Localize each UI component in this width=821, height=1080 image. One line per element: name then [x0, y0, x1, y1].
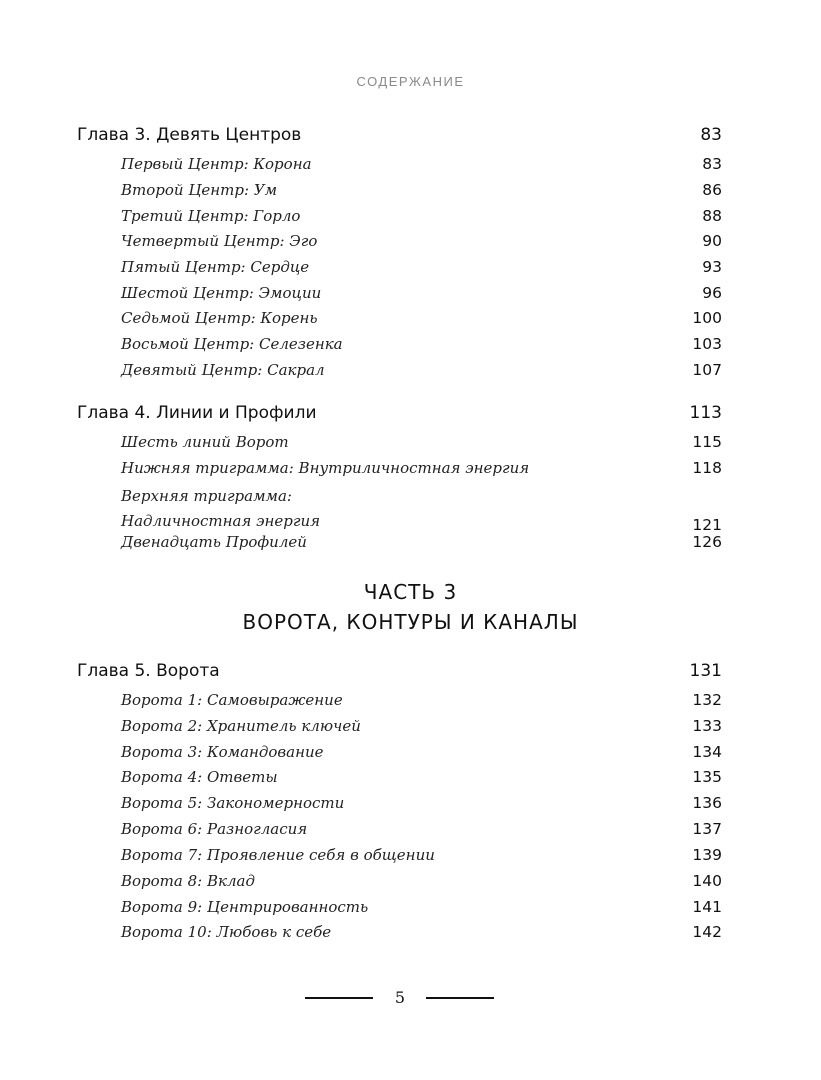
entry-title: Шесть линий Ворот — [121, 433, 289, 451]
toc-entry[interactable] — [121, 258, 722, 276]
entry-title: Ворота 9: Центрированность — [121, 898, 369, 916]
entry-page: 115 — [692, 433, 722, 451]
toc-entry[interactable] — [121, 335, 722, 353]
entry-page: 135 — [692, 768, 722, 786]
entry-title: Пятый Центр: Сердце — [121, 258, 310, 276]
entry-page: 140 — [692, 872, 722, 890]
toc-entry[interactable] — [121, 820, 722, 838]
entry-title-line-1: Верхняя триграмма: — [121, 487, 292, 505]
toc-entry[interactable] — [121, 284, 722, 302]
entry-page: 107 — [692, 361, 722, 379]
entry-title: Восьмой Центр: Селезенка — [121, 335, 343, 353]
entry-title: Ворота 10: Любовь к себе — [121, 923, 332, 941]
entry-page: 88 — [702, 207, 722, 225]
toc-entry[interactable] — [121, 923, 722, 941]
entry-page: 139 — [692, 846, 722, 864]
toc-entry[interactable] — [121, 484, 722, 534]
toc-entry[interactable] — [121, 691, 722, 709]
toc-entry[interactable] — [121, 181, 722, 199]
entry-page: 126 — [692, 533, 722, 551]
entry-title: Ворота 3: Командование — [121, 743, 324, 761]
entry-title-line-2: Надличностная энергия — [121, 512, 321, 530]
entry-page: 93 — [702, 258, 722, 276]
toc-entry[interactable] — [121, 459, 722, 477]
entry-page: 141 — [692, 898, 722, 916]
toc-entry[interactable] — [121, 743, 722, 761]
entry-page: 137 — [692, 820, 722, 838]
entry-page: 134 — [692, 743, 722, 761]
entry-page: 90 — [702, 232, 722, 250]
entry-page: 86 — [702, 181, 722, 199]
entry-title: Третий Центр: Горло — [121, 207, 301, 225]
entry-page: 121 — [692, 516, 722, 534]
toc-entry[interactable] — [121, 533, 722, 551]
entry-title: Ворота 6: Разногласия — [121, 820, 308, 838]
entry-title: Шестой Центр: Эмоции — [121, 284, 322, 302]
chapter-5-heading[interactable] — [77, 661, 722, 681]
folio-rule-left — [305, 997, 373, 999]
chapter-page: 113 — [689, 403, 722, 423]
entry-title: Первый Центр: Корона — [121, 155, 312, 173]
entry-page: 133 — [692, 717, 722, 735]
toc-entry[interactable] — [121, 232, 722, 250]
toc-entry[interactable] — [121, 794, 722, 812]
chapter-page: 83 — [700, 125, 722, 145]
entry-title: Девятый Центр: Сакрал — [121, 361, 325, 379]
page-number: 5 — [394, 988, 406, 1007]
toc-entry[interactable] — [121, 155, 722, 173]
toc-entry[interactable] — [121, 768, 722, 786]
entry-page: 103 — [692, 335, 722, 353]
entry-page: 132 — [692, 691, 722, 709]
entry-page: 83 — [702, 155, 722, 173]
entry-title: Ворота 8: Вклад — [121, 872, 255, 890]
entry-title: Ворота 4: Ответы — [121, 768, 278, 786]
entry-title: Ворота 5: Закономерности — [121, 794, 345, 812]
entry-page: 96 — [702, 284, 722, 302]
entry-title: Ворота 7: Проявление себя в общении — [121, 846, 435, 864]
folio-rule-right — [426, 997, 494, 999]
part-label: ЧАСТЬ 3 — [363, 580, 458, 604]
entry-title: Седьмой Центр: Корень — [121, 309, 318, 327]
toc-entry[interactable] — [121, 898, 722, 916]
toc-entry[interactable] — [121, 872, 722, 890]
chapter-title: Глава 4. Линии и Профили — [77, 403, 317, 423]
running-head: СОДЕРЖАНИЕ — [356, 74, 465, 89]
toc-entry[interactable] — [121, 361, 722, 379]
entry-title: Ворота 1: Самовыражение — [121, 691, 343, 709]
entry-page: 142 — [692, 923, 722, 941]
toc-entry[interactable] — [121, 309, 722, 327]
entry-page: 118 — [692, 459, 722, 477]
entry-title: Двенадцать Профилей — [121, 533, 307, 551]
entry-title: Нижняя триграмма: Внутриличностная энергия — [121, 459, 530, 477]
chapter-3-heading[interactable] — [77, 125, 722, 145]
entry-title: Второй Центр: Ум — [121, 181, 278, 199]
entry-title: Четвертый Центр: Эго — [121, 232, 318, 250]
toc-entry[interactable] — [121, 846, 722, 864]
chapter-title: Глава 5. Ворота — [77, 661, 220, 681]
chapter-title: Глава 3. Девять Центров — [77, 125, 302, 145]
toc-entry[interactable] — [121, 717, 722, 735]
chapter-4-heading[interactable] — [77, 403, 722, 423]
chapter-page: 131 — [689, 661, 722, 681]
entry-page: 136 — [692, 794, 722, 812]
part-title: ВОРОТА, КОНТУРЫ И КАНАЛЫ — [242, 610, 579, 634]
entry-page: 100 — [692, 309, 722, 327]
toc-entry[interactable] — [121, 433, 722, 451]
entry-title: Ворота 2: Хранитель ключей — [121, 717, 361, 735]
toc-entry[interactable] — [121, 207, 722, 225]
entry-title — [121, 484, 320, 534]
